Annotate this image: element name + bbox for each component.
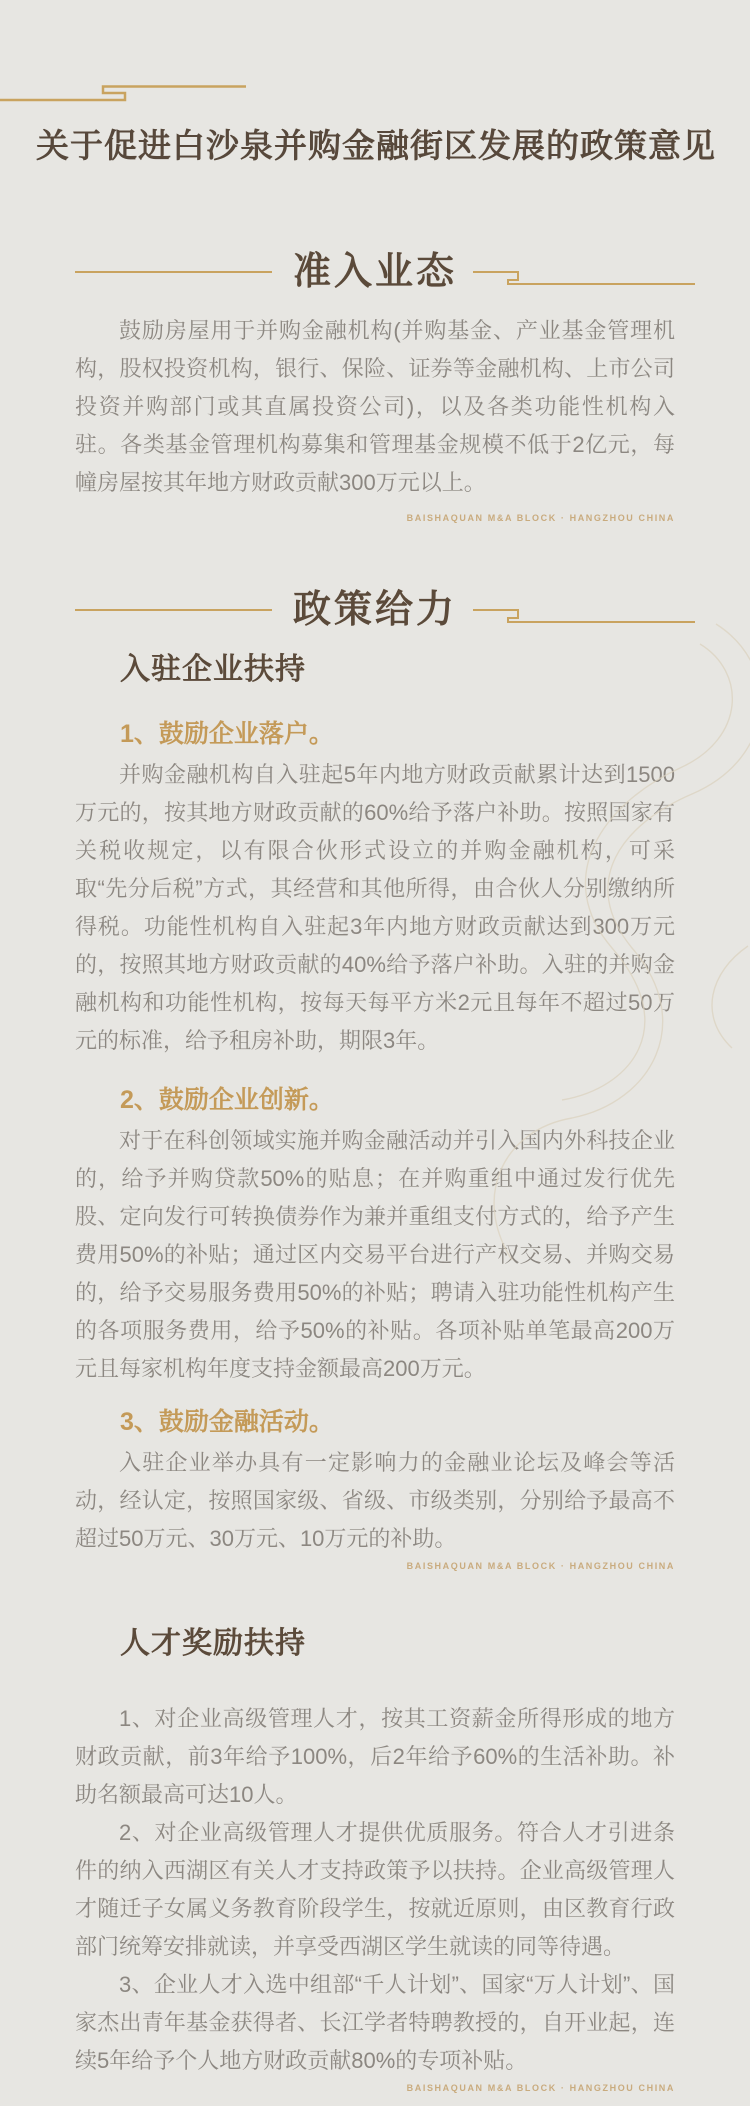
section-access-heading: 准入业态: [292, 251, 457, 293]
watermark: BAISHAQUAN M&A BLOCK · HANGZHOU CHINA: [406, 2083, 675, 2093]
enterprise-item-1-body: 并购金融机构自入驻起5年内地方财政贡献累计达到1500万元的，按其地方财政贡献的60%给予落户补助。按照国家有关税收规定，以有限合伙形式设立的并购金融机构，可采取“先分后税”方式，其经营和其他所得，由合伙人分别缴纳所得税。功能性机构自入驻起3年内地方财政贡献达到300万元的，按照其地方财政贡献的40%给予落户补助。入驻的并购金融机构和功能性机构，按每天每平方米2元且每年不超过50万元的标准，给予租房补助，期限3年。: [75, 762, 675, 1053]
corner-scroll-ornament: [0, 84, 248, 104]
section-policy-heading: 政策给力: [292, 589, 457, 631]
talent-paragraph-2: 2、对企业高级管理人才提供优质服务。符合人才引进条件的纳入西湖区有关人才支持政策予以扶持。企业高级管理人才随迁子女属义务教育阶段学生，按就近原则，由区教育行政部门统筹安排就读，并享受西湖区学生就读的同等待遇。: [75, 1820, 675, 1959]
enterprise-item-3-label: 3、鼓励金融活动。: [120, 1408, 334, 1436]
subsection-talent-support-title: 人才奖励扶持: [120, 1627, 306, 1660]
heading-scroll-ornament: [473, 604, 697, 626]
enterprise-item-1-label: 1、鼓励企业落户。: [120, 720, 334, 748]
enterprise-item-3-body: 入驻企业举办具有一定影响力的金融业论坛及峰会等活动，经认定，按照国家级、省级、市级类别，分别给予最高不超过50万元、30万元、10万元的补助。: [75, 1450, 675, 1551]
section-policy-header: [0, 582, 750, 638]
heading-scroll-ornament: [473, 266, 697, 288]
watermark: BAISHAQUAN M&A BLOCK · HANGZHOU CHINA: [406, 1561, 675, 1571]
subsection-enterprise-support-title: 入驻企业扶持: [120, 653, 306, 686]
talent-paragraphs: [0, 1700, 750, 2080]
watermark: BAISHAQUAN M&A BLOCK · HANGZHOU CHINA: [406, 513, 675, 523]
enterprise-item-2-body: 对于在科创领域实施并购金融活动并引入国内外科技企业的，给予并购贷款50%的贴息；在并购重组中通过发行优先股、定向发行可转换债券作为兼并重组支付方式的，给予产生费用50%的补贴；通过区内交易平台进行产权交易、并购交易的，给予交易服务费用50%的补贴；聘请入驻功能性机构产生的各项服务费用，给予50%的补贴。各项补贴单笔最高200万元且每家机构年度支持金额最高200万元。: [75, 1128, 675, 1381]
access-paragraph: 鼓励房屋用于并购金融机构(并购基金、产业基金管理机构，股权投资机构，银行、保险、证券等金融机构、上市公司投资并购部门或其直属投资公司)，以及各类功能性机构入驻。各类基金管理机构募集和管理基金规模不低于2亿元，每幢房屋按其年地方财政贡献300万元以上。: [75, 318, 675, 495]
talent-paragraph-3: 3、企业人才入选中组部“千人计划”、国家“万人计划”、国家杰出青年基金获得者、长江学者特聘教授的，自开业起，连续5年给予个人地方财政贡献80%的专项补贴。: [75, 1972, 675, 2073]
enterprise-item-2-label: 2、鼓励企业创新。: [120, 1086, 334, 1114]
heading-divider-left: [75, 271, 272, 273]
heading-divider-left: [75, 609, 272, 611]
page-title: 关于促进白沙泉并购金融街区发展的政策意见: [36, 129, 716, 165]
section-access-header: [0, 244, 750, 300]
talent-paragraph-1: 1、对企业高级管理人才，按其工资薪金所得形成的地方财政贡献，前3年给予100%，后2年给予60%的生活补助。补助名额最高可达10人。: [75, 1706, 675, 1807]
